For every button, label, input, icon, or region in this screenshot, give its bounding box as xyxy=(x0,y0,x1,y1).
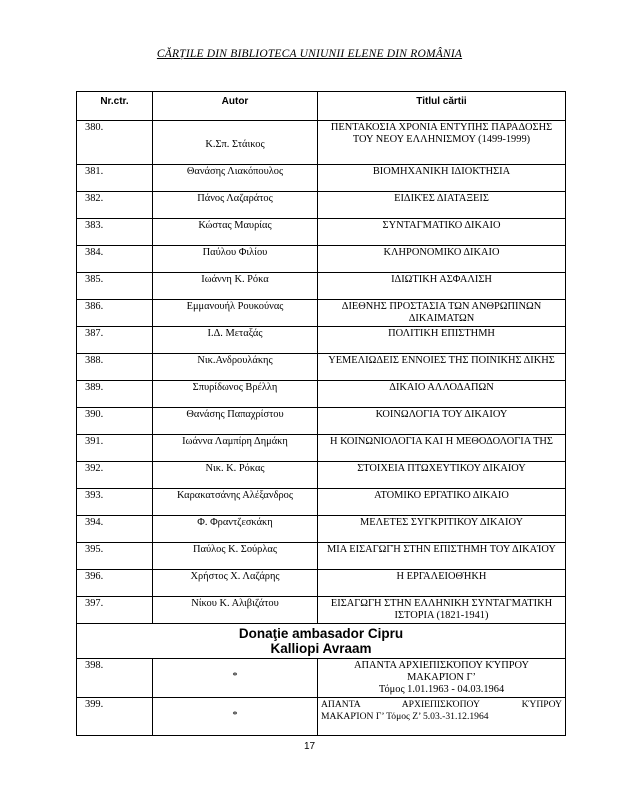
row-title: ΥΕΜΕΛΙΩΔΕΙΣ ΕΝΝΟΙΕΣ ΤΗΣ ΠΟΙΝΙΚΗΣ ΔΙΚΗΣ xyxy=(318,354,566,381)
row-title: ΚΛΗΡΟΝΟΜΙΚΟ ΔΙΚΑΙΟ xyxy=(318,246,566,273)
table-row xyxy=(77,381,566,408)
row-number: 389. xyxy=(77,381,153,408)
table-row xyxy=(77,246,566,273)
row-title: ΕΙΔΙΚΈΣ ΔΙΑΤΑΞΕΙΣ xyxy=(318,192,566,219)
table-row xyxy=(77,300,566,327)
table-row xyxy=(77,219,566,246)
row-author: Θανάσης Λιακόπουλος xyxy=(153,165,318,192)
row-title: ΣΤΟΙΧΕΙΑ ΠΤΩΧΕΥΤΙΚΟΥ ΔΙΚΑΙΟΥ xyxy=(318,462,566,489)
row-title-line2: ΜΑΚΑΡΊΟΝ Γ’ xyxy=(407,672,476,683)
row-number: 392. xyxy=(77,462,153,489)
row-title: ΑΤΟΜΙΚΟ ΕΡΓΑΤΙΚΟ ΔΙΚΑΙΟ xyxy=(318,489,566,516)
table-header-row xyxy=(77,92,566,121)
row-number: 382. xyxy=(77,192,153,219)
row-author: Παύλου Φιλίου xyxy=(153,246,318,273)
row-author: Πάνος Λαζαράτος xyxy=(153,192,318,219)
table-row xyxy=(77,462,566,489)
row-title: ΚΟΙΝΩΛΟΓΙΑ ΤΟΥ ΔΙΚΑΙΟΥ xyxy=(318,408,566,435)
row-author: Θανάσης Παπαχρίστου xyxy=(153,408,318,435)
page-number: 17 xyxy=(303,741,316,752)
column-header-title: Titlul cărtii xyxy=(318,92,566,121)
table-row xyxy=(77,273,566,300)
section-heading-line1: Donaţie ambasador Cipru xyxy=(238,626,404,641)
row-author: Νίκου Κ. Αλιβιζάτου xyxy=(153,597,318,624)
row-number: 385. xyxy=(77,273,153,300)
row-title xyxy=(318,659,566,698)
table-row xyxy=(77,597,566,624)
row-title: ΜΙΑ ΕΙΣΑΓΩΓΉ ΣΤΗΝ ΕΠΙΣΤΗΜΗ ΤΟΥ ΔΙΚΑΊΟΥ xyxy=(318,543,566,570)
table-row xyxy=(77,516,566,543)
table-row xyxy=(77,327,566,354)
table-row xyxy=(77,165,566,192)
row-number: 381. xyxy=(77,165,153,192)
column-header-author: Autor xyxy=(153,92,318,121)
row-number: 393. xyxy=(77,489,153,516)
row-number: 388. xyxy=(77,354,153,381)
row-title: ΙΔΙΩΤΙΚΗ ΑΣΦΑΛΙΣΗ xyxy=(318,273,566,300)
row-title-line3: Τόμος 1.01.1963 - 04.03.1964 xyxy=(378,684,505,695)
row-title: ΒΙΟΜΗΧΑΝΙΚΗ ΙΔΙΟΚΤΗΣΙΑ xyxy=(318,165,566,192)
row-number: 398. xyxy=(77,659,153,698)
row-number: 387. xyxy=(77,327,153,354)
row-number: 391. xyxy=(77,435,153,462)
table-row xyxy=(77,435,566,462)
row-number: 380. xyxy=(77,121,153,165)
row-author: Νικ. Κ. Ρόκας xyxy=(153,462,318,489)
column-header-nr: Nr.ctr. xyxy=(77,92,153,121)
row-title: ΜΕΛΕΤΕΣ ΣΥΓΚΡΙΤΙΚΟΥ ΔΙΚΑΙΟΥ xyxy=(318,516,566,543)
row-author: Ι.Δ. Μεταξάς xyxy=(153,327,318,354)
row-author: Χρήστος Χ. Λαζάρης xyxy=(153,570,318,597)
row-author: * xyxy=(153,698,318,736)
section-heading-row xyxy=(77,624,566,659)
row-author: Ιωάννα Λαμπίρη Δημάκη xyxy=(153,435,318,462)
row-title: ΠΟΛΙΤΙΚΗ ΕΠΙΣΤΗΜΗ xyxy=(318,327,566,354)
row-author: Εμμανουήλ Ρουκούνας xyxy=(153,300,318,327)
row-author: Καρακατσάνης Αλέξανδρος xyxy=(153,489,318,516)
row-title xyxy=(318,698,566,736)
row-title-line2: ΜΑΚΑΡΊΟΝ Γ’ Τόμος Ζ’ 5.03.-31.12.1964 xyxy=(321,711,489,722)
row-author: Κ.Σπ. Στάικος xyxy=(153,121,318,165)
table-row xyxy=(77,543,566,570)
row-title: ΔΙΚΑΙΟ ΑΛΛΟΔΑΠΩΝ xyxy=(318,381,566,408)
row-title: ΕΙΣΑΓΩΓΗ ΣΤΗΝ ΕΛΛΗΝΙΚΗ ΣΥΝΤΑΓΜΑΤΙΚΗ ΙΣΤΟΡΙΑ (1821-1941) xyxy=(318,597,566,624)
books-table xyxy=(76,91,566,736)
row-title-line1: ΑΠΑΝΤΑ ΑΡΧΙΕΠΙΣΚΌΠΟΥ ΚΎΠΡΟΥ xyxy=(353,660,530,671)
table-row xyxy=(77,570,566,597)
row-title-line1: ΑΠΑΝΤΑ ΑΡΧΙΕΠΙΣΚΌΠΟΥ ΚΎΠΡΟΥ xyxy=(321,699,562,710)
table-row xyxy=(77,698,566,736)
row-author: Ιωάννη Κ. Ρόκα xyxy=(153,273,318,300)
row-number: 384. xyxy=(77,246,153,273)
row-number: 395. xyxy=(77,543,153,570)
section-heading-line2: Kalliopi Avraam xyxy=(270,641,372,656)
table-row xyxy=(77,408,566,435)
page-header-title: CĂRȚILE DIN BIBLIOTECA UNIUNII ELENE DIN ROMÂNIA xyxy=(156,48,463,60)
row-title: ΠΕΝΤΑΚΟΣΙΑ ΧΡΟΝΙΑ ΕΝΤΥΠΗΣ ΠΑΡΑΔΟΣΗΣ ΤΟΥ ΝΕΟΥ ΕΛΛΗΝΙΣΜΟΥ (1499-1999) xyxy=(318,121,566,165)
row-author: Κώστας Μαυρίας xyxy=(153,219,318,246)
row-number: 386. xyxy=(77,300,153,327)
section-heading xyxy=(77,624,566,659)
table-row xyxy=(77,192,566,219)
row-author: Σπυρίδωνος Βρέλλη xyxy=(153,381,318,408)
table-row xyxy=(77,489,566,516)
row-title: ΣΥΝΤΑΓΜΑΤΙΚΟ ΔΙΚΑΙΟ xyxy=(318,219,566,246)
row-title: ΔΙΕΘΝΗΣ ΠΡΟΣΤΑΣΙΑ ΤΩΝ ΑΝΘΡΩΠΙΝΩΝ ΔΙΚΑΙΜΑΤΩΝ xyxy=(318,300,566,327)
row-author: Παύλος Κ. Σούρλας xyxy=(153,543,318,570)
table-row xyxy=(77,121,566,165)
row-number: 383. xyxy=(77,219,153,246)
row-number: 394. xyxy=(77,516,153,543)
row-number: 399. xyxy=(77,698,153,736)
row-author: Φ. Φραντζεσκάκη xyxy=(153,516,318,543)
row-author: Νικ.Ανδρουλάκης xyxy=(153,354,318,381)
row-number: 390. xyxy=(77,408,153,435)
table-row xyxy=(77,354,566,381)
row-number: 397. xyxy=(77,597,153,624)
row-number: 396. xyxy=(77,570,153,597)
row-title: Η ΚΟΙΝΩΝΙΟΛΟΓΙΑ ΚΑΙ Η ΜΕΘΟΔΟΛΟΓΙΑ ΤΗΣ xyxy=(318,435,566,462)
row-title: Η ΕΡΓΑΛΕΙΟΘΉΚΗ xyxy=(318,570,566,597)
table-row xyxy=(77,659,566,698)
row-author: * xyxy=(153,659,318,698)
